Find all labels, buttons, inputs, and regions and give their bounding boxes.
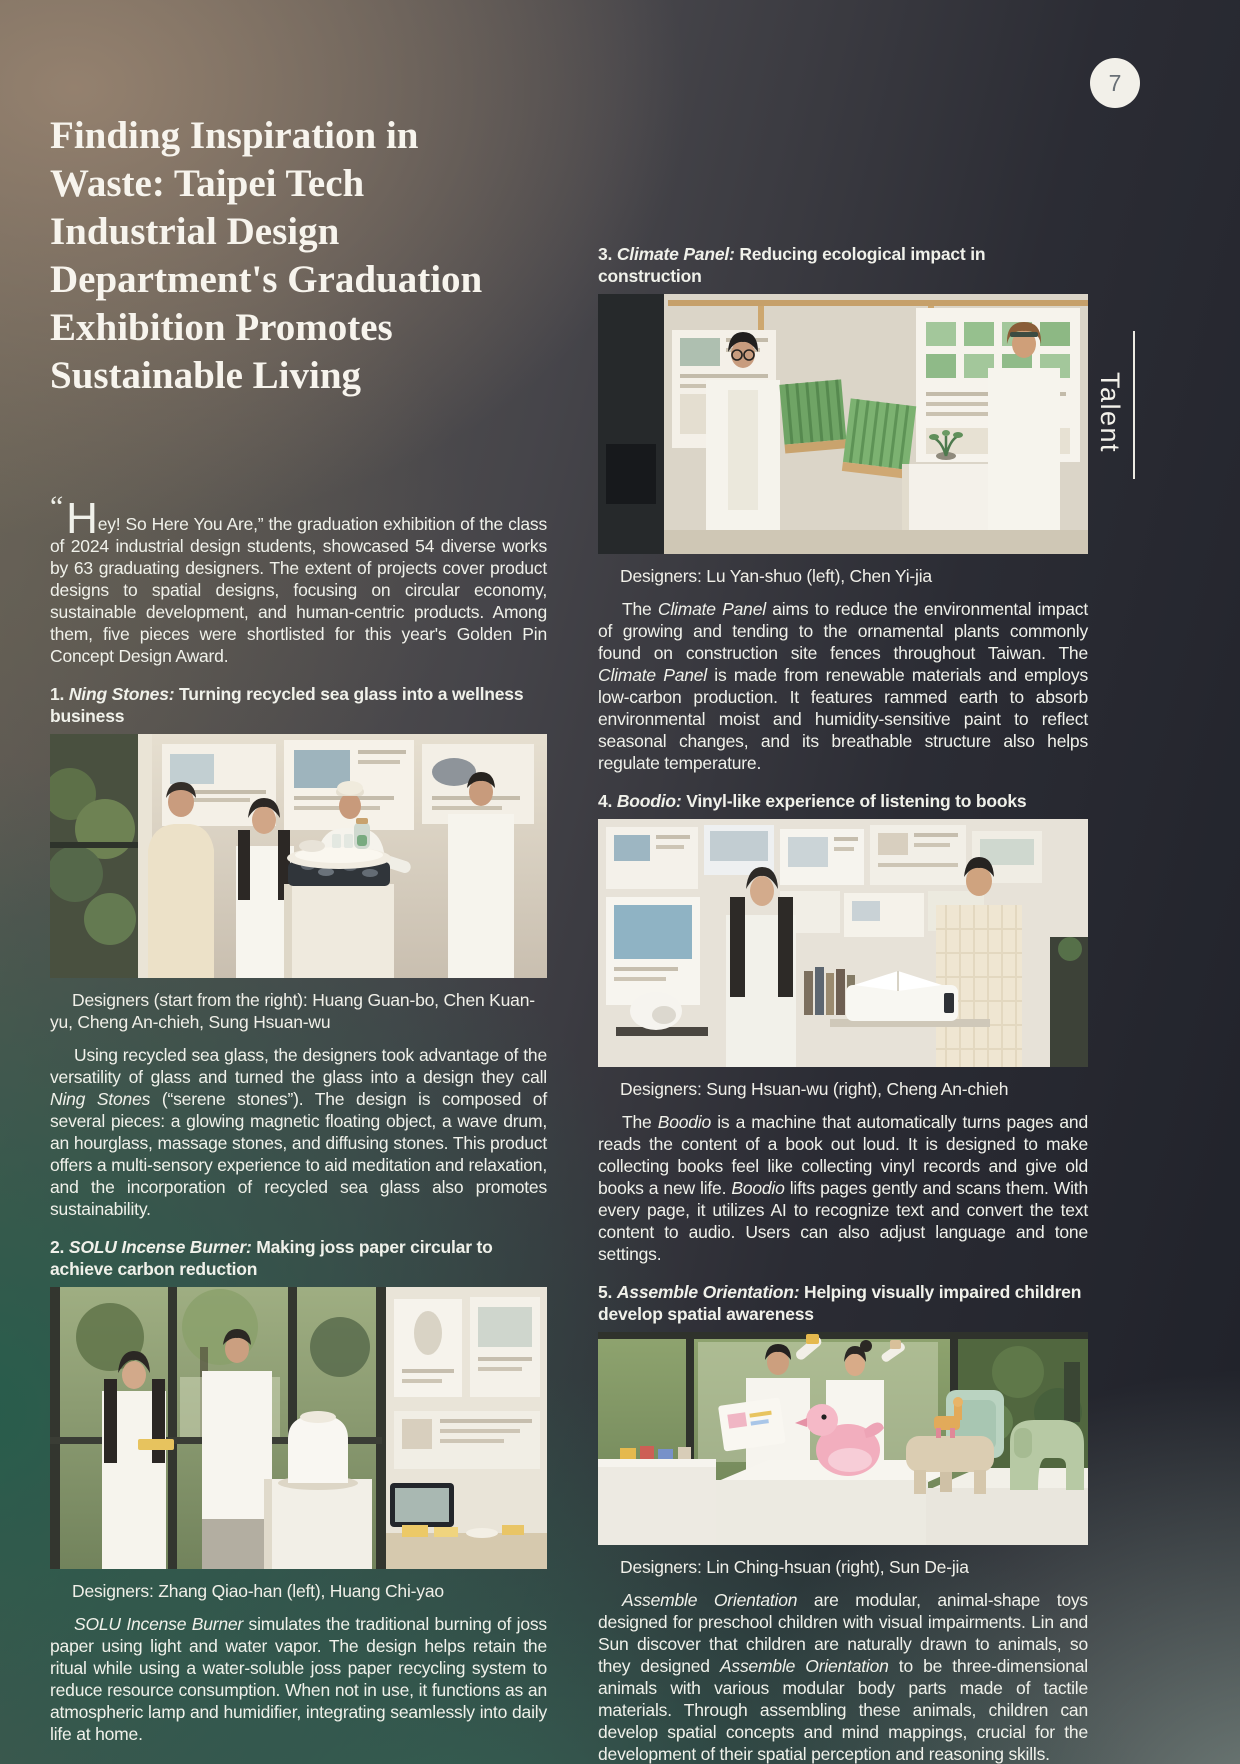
article-title: Finding Inspiration in Waste: Taipei Tech Industrial Design Department's Graduation Exhibition Promotes Sustainable Living bbox=[50, 114, 483, 397]
window-greenery bbox=[50, 734, 152, 978]
opening-quote-mark: “ bbox=[50, 490, 64, 523]
photo-climate-panel bbox=[598, 294, 1088, 554]
section-5-paragraph: Assemble Orientation are modular, animal-shape toys designed for preschool children with visual impairments. Lin and Sun discover that children are naturally drawn to animals, so they designed Assemble Orientation to be three-dimensional animals with various modular body parts made of tactile materials. Through assembling these animals, children can develop spatial concepts and mind mappings, crucial for the development of their spatial perception and reasoning skills. bbox=[598, 1590, 1088, 1764]
intro-paragraph bbox=[50, 490, 547, 667]
photo-boodio bbox=[598, 819, 1088, 1067]
dark-interior bbox=[598, 294, 664, 554]
designer-figure bbox=[726, 867, 796, 1067]
section-5-caption: Designers: Lin Ching-hsuan (right), Sun De-jia bbox=[620, 1557, 969, 1577]
designer-figure bbox=[102, 1351, 174, 1569]
raised-capital: H bbox=[66, 494, 98, 543]
section-3-caption: Designers: Lu Yan-shuo (left), Chen Yi-jia bbox=[620, 566, 932, 586]
section-2-heading: 2. SOLU Incense Burner: Making joss paper circular to achieve carbon reduction bbox=[50, 1237, 493, 1279]
floor bbox=[664, 530, 1088, 554]
photo-solu-incense-burner bbox=[50, 1287, 547, 1569]
section-3-heading: 3. Climate Panel: Reducing ecological impact in construction bbox=[598, 244, 986, 286]
tablet-display bbox=[390, 1483, 454, 1527]
section-1-paragraph: Using recycled sea glass, the designers took advantage of the versatility of glass and turned the glass into a design they call Ning Stones (“serene stones”). The design is composed of several pieces: a glowing magnetic floating object, a wave drum, an hourglass, massage stones, and diffusing stones. This product offers a multi-sensory experience to aid meditation and relaxation, and the incorporation of recycled sea glass also promotes sustainability. bbox=[50, 1045, 547, 1219]
intro-text: ey! So Here You Are,” the graduation exhibition of the class of 2024 industrial design students, showcased 54 diverse works by 63 graduating designers. The extent of projects cover product designs to spatial designs, focusing on circular economy, sustainable development, and human-centric products. Among them, five pieces were shortlisted for this year's Golden Pin Concept Design Award. bbox=[50, 514, 547, 666]
side-shelf-plant bbox=[1050, 937, 1088, 1067]
section-2-caption: Designers: Zhang Qiao-han (left), Huang Chi-yao bbox=[72, 1581, 444, 1601]
photo-ning-stones bbox=[50, 734, 547, 978]
section-3-paragraph: The Climate Panel aims to reduce the environmental impact of growing and tending to the ornamental plants commonly found on construction site fences throughout Taiwan. The Climate Panel is made from renewable materials and employs low-carbon production. It features rammed earth to absorb environmental moist and humidity-sensitive paint to reflect seasonal changes, and its breathable structure also helps regulate temperature. bbox=[598, 599, 1088, 773]
section-2-paragraph: SOLU Incense Burner simulates the traditional burning of joss paper using light and water vapor. The design helps retain the ritual while using a water-soluble joss paper recycling system to reduce resource consumption. When not in use, it functions as an atmospheric lamp and humidifier, integrating seamlessly into daily life at home. bbox=[50, 1614, 547, 1744]
section-4-caption: Designers: Sung Hsuan-wu (right), Cheng An-chieh bbox=[620, 1079, 1009, 1099]
side-rule-divider bbox=[1133, 331, 1135, 479]
section-1-caption: Designers (start from the right): Huang Guan-bo, Chen Kuan-yu, Cheng An-chieh, Sung Hsuan-wu bbox=[50, 990, 535, 1032]
section-4-heading: 4. Boodio: Vinyl-like experience of listening to books bbox=[598, 791, 1027, 811]
page-number-badge bbox=[1090, 58, 1140, 108]
section-1-heading: 1. Ning Stones: Turning recycled sea glass into a wellness business bbox=[50, 684, 524, 726]
section-4-paragraph: The Boodio is a machine that automatically turns pages and reads the content of a book out loud. It is designed to make collecting books feel like collecting vinyl records and give old books a new life. Boodio lifts pages gently and scans them. With every page, it utilizes AI to recognize text and convert the text content to audio. Users can also adjust language and tone settings. bbox=[598, 1112, 1089, 1264]
photo-assemble-orientation bbox=[598, 1332, 1088, 1545]
page-number: 7 bbox=[1108, 69, 1122, 96]
right-column bbox=[598, 243, 1088, 1764]
section-label-talent: Talent bbox=[1095, 372, 1125, 454]
instruction-card bbox=[718, 1397, 786, 1451]
left-column bbox=[50, 112, 547, 1745]
section-5-heading: 5. Assemble Orientation: Helping visually impaired children develop spatial awareness bbox=[598, 1282, 1082, 1324]
